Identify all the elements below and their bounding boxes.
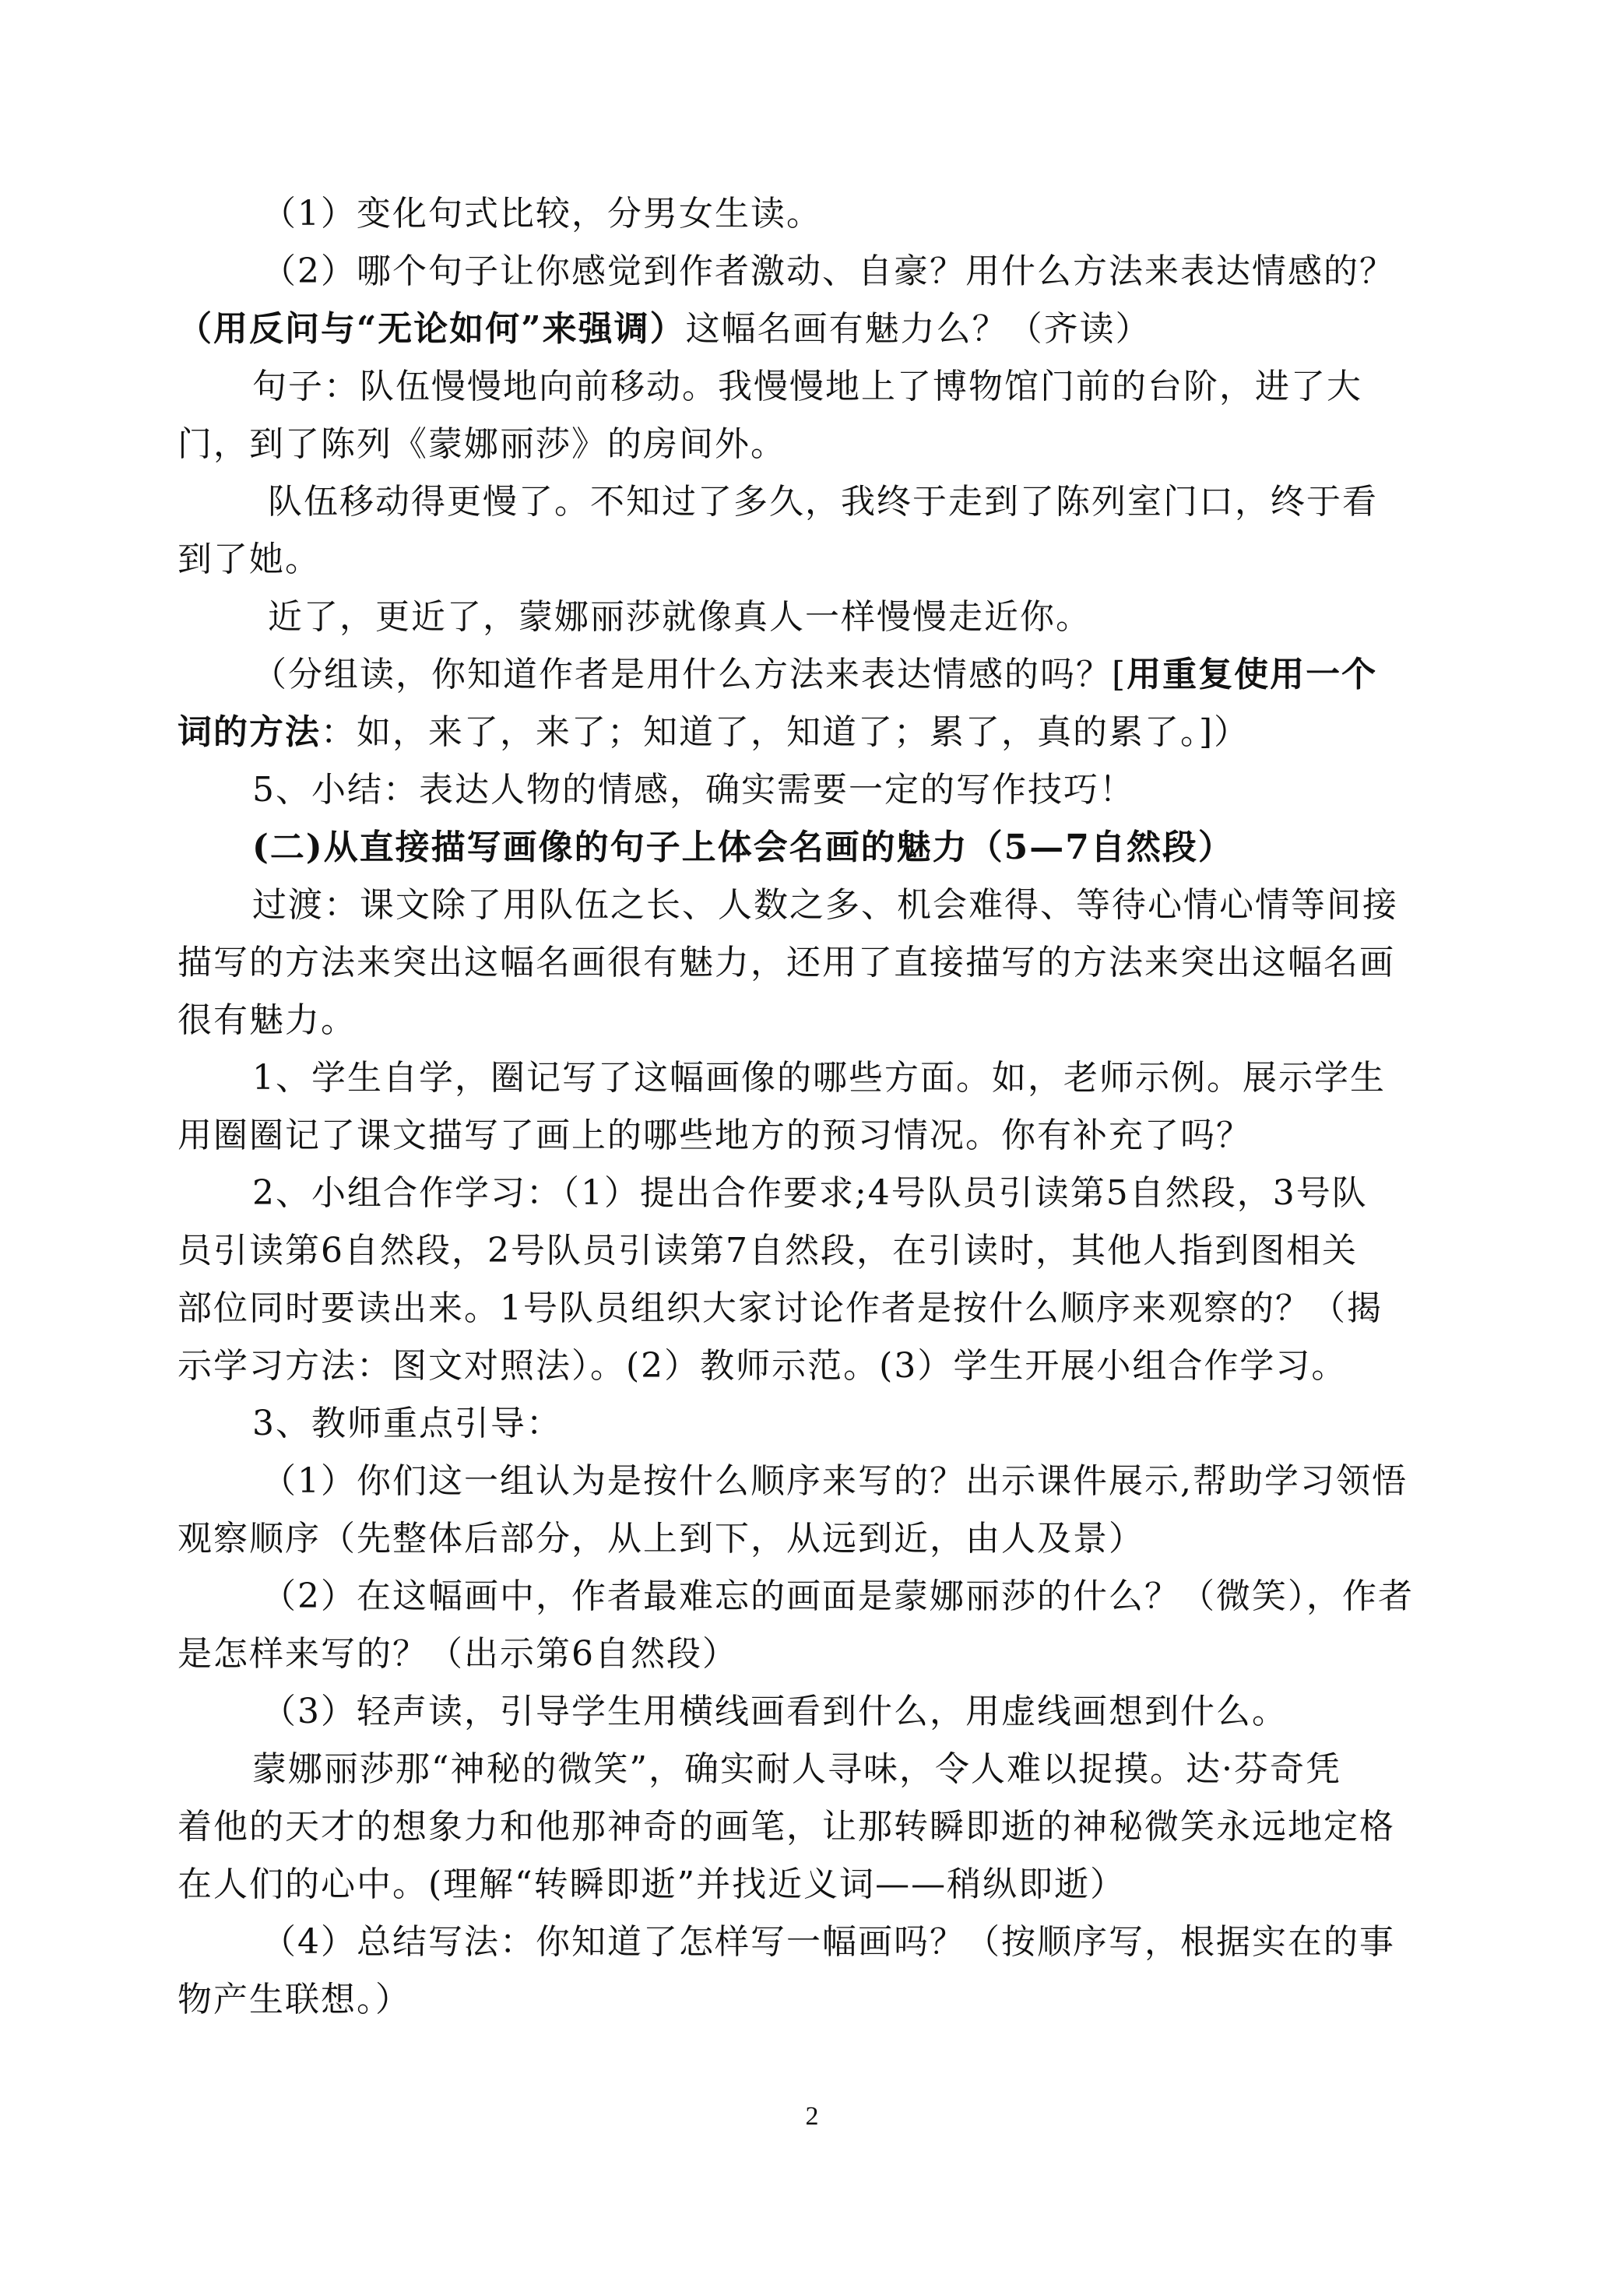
text-line <box>178 1110 1252 1162</box>
text-run: 着他的天才的想象力和他那神奇的画笔，让那转瞬即逝的神秘微笑永远地定格 <box>178 1807 1395 1847</box>
text-line <box>178 304 1151 355</box>
text-run: （4）总结写法：你知道了怎样写一幅画吗？（按顺序写，根据实在的事 <box>262 1922 1395 1962</box>
text-run: （分组读，你知道作者是用什么方法来表达情感的吗？[ <box>252 655 1127 694</box>
text-line <box>178 1341 1347 1392</box>
text-line <box>178 1859 1126 1910</box>
bold-text-run: 用重复使用一个 <box>1127 655 1378 694</box>
text-line <box>178 1283 1383 1334</box>
text-line <box>252 1053 1386 1104</box>
text-line <box>262 1686 1288 1738</box>
text-line <box>262 1917 1395 1968</box>
text-run: （1）你们这一组认为是按什么顺序来写的？出示课件展示,帮助学习领悟 <box>262 1461 1408 1501</box>
bold-text-run: 词的方法 <box>178 712 321 752</box>
text-line <box>262 1571 1414 1622</box>
text-run: 句子：队伍慢慢地向前移动。我慢慢地上了博物馆门前的台阶，进了大 <box>252 367 1362 406</box>
text-run: 到了她。 <box>178 539 321 579</box>
text-run: （2）哪个句子让你感觉到作者激动、自豪？用什么方法来表达情感的？ <box>262 251 1395 291</box>
text-run: 很有魅力。 <box>178 1000 357 1040</box>
text-run: 是怎样来写的？（出示第6自然段） <box>178 1634 738 1674</box>
bold-text-run: (二)从直接描写画像的句子上体会名画的魅力（5—7自然段） <box>252 828 1234 867</box>
text-line <box>262 246 1395 297</box>
text-run: 物产生联想。） <box>178 1980 411 2019</box>
text-run: （3）轻声读，引导学生用横线画看到什么，用虚线画想到什么。 <box>262 1692 1288 1731</box>
text-run: 2、小组合作学习：（1）提出合作要求;4号队员引读第5自然段，3号队 <box>252 1173 1368 1213</box>
text-run: 示学习方法：图文对照法）。(2）教师示范。(3）学生开展小组合作学习。 <box>178 1346 1348 1386</box>
text-line <box>252 361 1362 413</box>
text-run: 描写的方法来突出这幅名画很有魅力，还用了直接描写的方法来突出这幅名画 <box>178 943 1395 982</box>
text-run: 在人们的心中。(理解“转瞬即逝”并找近义词——稍纵即逝） <box>178 1864 1127 1904</box>
text-line <box>252 764 1135 816</box>
text-run: （2）在这幅画中，作者最难忘的画面是蒙娜丽莎的什么？（微笑），作者 <box>262 1576 1414 1616</box>
text-run: 5、小结：表达人物的情感，确实需要一定的写作技巧！ <box>252 770 1135 810</box>
section-heading <box>252 822 1234 873</box>
text-run: （1）变化句式比较，分男女生读。 <box>262 194 822 234</box>
text-run: 蒙娜丽莎那“神秘的微笑”，确实耐人寻味，令人难以捉摸。达·芬奇凭 <box>252 1749 1341 1789</box>
text-run: 用圈圈记了课文描写了画上的哪些地方的预习情况。你有补充了吗？ <box>178 1116 1252 1155</box>
text-line <box>252 1398 562 1450</box>
text-line <box>268 592 1091 643</box>
text-line <box>178 1629 738 1680</box>
text-run: 队伍移动得更慢了。不知过了多久，我终于走到了陈列室门口，终于看 <box>268 482 1378 522</box>
text-line <box>262 1456 1408 1507</box>
text-run: ：如，来了，来了；知道了，知道了；累了，真的累了。]） <box>321 712 1250 752</box>
page-number: 2 <box>805 2102 819 2131</box>
text-line <box>252 649 1377 701</box>
text-line <box>178 1801 1395 1853</box>
text-line <box>268 476 1378 528</box>
text-line <box>178 937 1395 989</box>
text-line <box>262 188 822 240</box>
text-run: 观察顺序（先整体后部分，从上到下，从远到近，由人及景） <box>178 1519 1144 1559</box>
text-run: 1、学生自学，圈记写了这幅画像的哪些方面。如，老师示例。展示学生 <box>252 1058 1386 1098</box>
bold-text-run: （用反问与“无论如何”来强调） <box>178 309 686 349</box>
text-run: 这幅名画有魅力么？（齐读） <box>685 309 1151 349</box>
text-line <box>252 880 1398 931</box>
text-line <box>178 995 357 1046</box>
text-run: 过渡：课文除了用队伍之长、人数之多、机会难得、等待心情心情等间接 <box>252 885 1398 925</box>
text-line <box>178 1225 1358 1277</box>
text-run: 部位同时要读出来。1号队员组织大家讨论作者是按什么顺序来观察的？（揭 <box>178 1288 1383 1328</box>
text-line <box>178 1513 1144 1565</box>
text-run: 3、教师重点引导： <box>252 1404 562 1443</box>
text-line <box>178 707 1250 758</box>
text-run: 近了，更近了，蒙娜丽莎就像真人一样慢慢走近你。 <box>268 597 1091 637</box>
text-line <box>178 419 786 470</box>
text-line <box>252 1744 1341 1795</box>
text-line <box>178 534 321 585</box>
text-run: 门，到了陈列《蒙娜丽莎》的房间外。 <box>178 424 786 464</box>
text-line <box>252 1168 1368 1219</box>
text-run: 员引读第6自然段，2号队员引读第7自然段，在引读时，其他人指到图相关 <box>178 1231 1358 1271</box>
text-line <box>178 1974 411 2026</box>
